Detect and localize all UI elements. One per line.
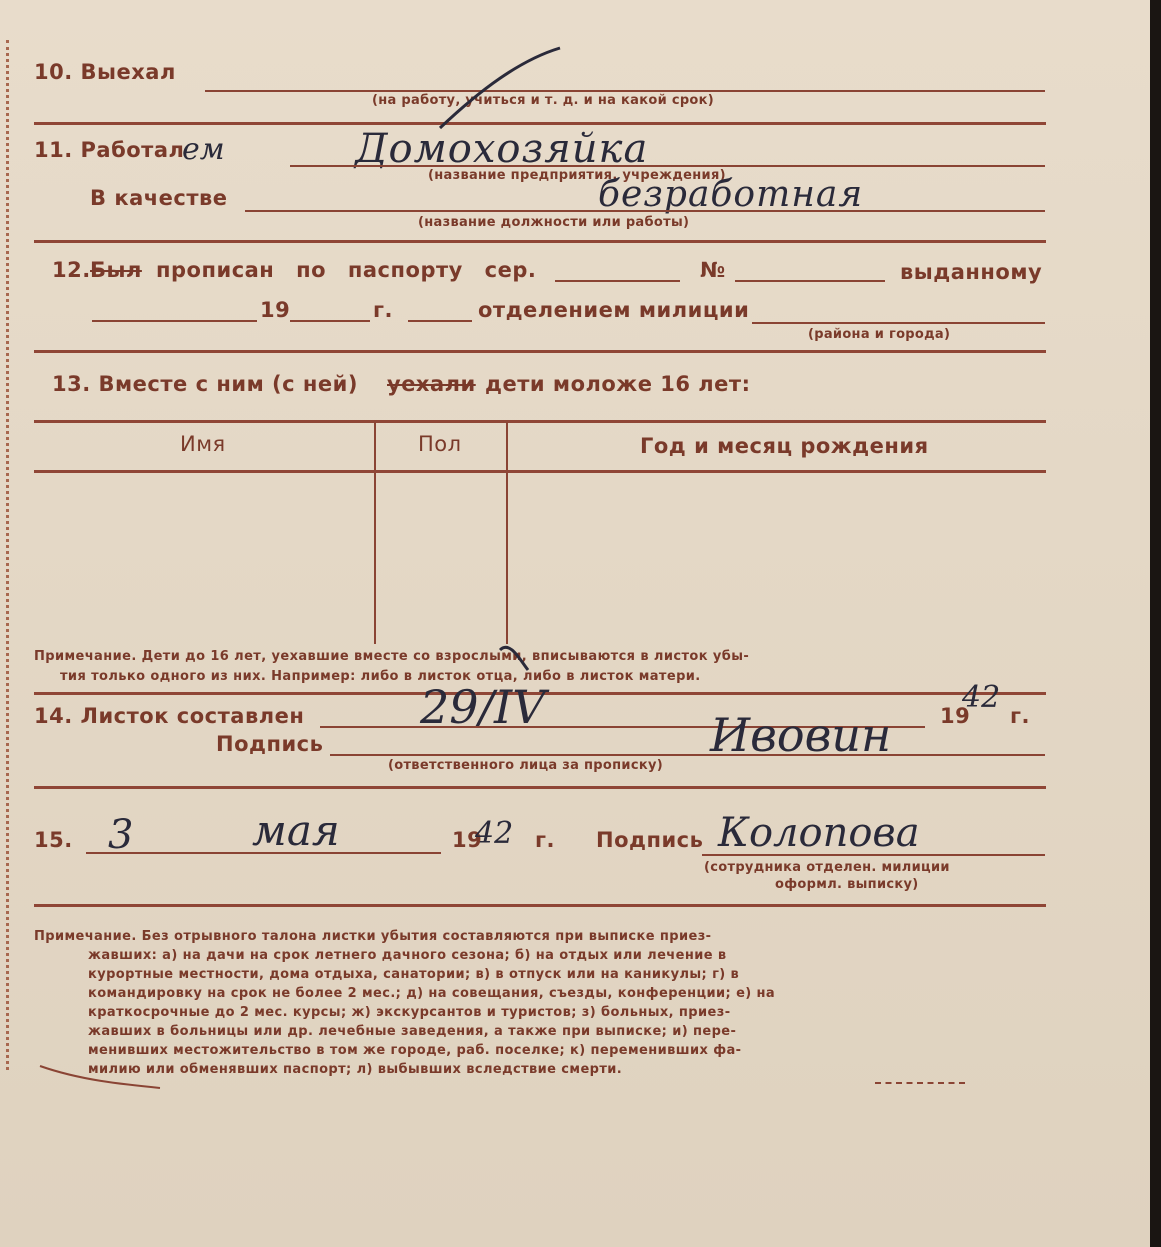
police-label: отделением милиции: [478, 298, 750, 322]
section-divider: [34, 240, 1046, 243]
field10-hint: (на работу, учиться и т. д. и на какой срок): [372, 93, 715, 108]
field15-signature-line: [702, 854, 1045, 856]
col-name: Имя: [180, 432, 226, 456]
note1-line2: тия только одного из них. Например: либо в листок отца, либо в листок матери.: [60, 669, 701, 684]
note2-line3: курортные местности, дома отдыха, санатории; в) в отпуск или на каникулы; г) в: [88, 967, 740, 982]
note2-line7: менивших местожительство в том же городе, раб. поселке; к) переменивших фа-: [88, 1043, 742, 1058]
field11-hint: (название предприятия, учреждения): [428, 168, 726, 183]
children-table-header-line: [34, 470, 1046, 473]
field15-hint2: оформл. выписку): [775, 877, 919, 892]
field14-hint: (ответственного лица за прописку): [388, 758, 663, 773]
field14-label: 14. Листок составлен: [34, 704, 305, 728]
children-table-divider: [374, 422, 376, 644]
field10-crossout-stroke: [440, 48, 560, 128]
field11-label: 11. Работал: [34, 138, 185, 162]
perforation-edge: [6, 40, 9, 1070]
field14-signature: Ивовин: [710, 708, 892, 762]
field13-struck: уехали: [387, 372, 476, 396]
issue-year-line: [290, 320, 370, 322]
number-sign: №: [700, 258, 726, 282]
section-divider: [34, 122, 1046, 125]
passport-series-line: [555, 280, 680, 282]
children-table-top: [34, 420, 1046, 423]
note2-line4: командировку на срок не более 2 мес.; д) на совещания, съезды, конференции; е) на: [88, 986, 776, 1001]
field12-struck: Был: [90, 258, 142, 282]
field12-year-suffix: г.: [373, 298, 393, 322]
field15-date-line: [86, 852, 441, 854]
field12-number: 12.: [52, 258, 91, 282]
police-line: [752, 322, 1045, 324]
field14-year: 42: [962, 680, 1001, 715]
field12-label: прописан по паспорту сер.: [156, 258, 537, 282]
field13-prefix: 13. Вместе с ним (с ней): [52, 372, 358, 396]
field15-signature: Колопова: [718, 810, 920, 856]
position-hint: (название должности или работы): [418, 215, 690, 230]
col-birth: Год и месяц рождения: [640, 434, 929, 458]
issued-label: выданному: [900, 260, 1043, 284]
field11-line: [290, 165, 1045, 167]
note2-line8: милию или обменявших паспорт; л) выбывших вследствие смерти.: [88, 1062, 623, 1077]
field15-year-suffix: г.: [535, 828, 555, 852]
field15-number: 15.: [34, 828, 73, 852]
note2-end-line: [875, 1082, 965, 1084]
position-line: [245, 210, 1045, 212]
field11-value: Домохозяйка: [355, 126, 649, 172]
col-sex: Пол: [418, 432, 462, 456]
position-value: безработная: [598, 174, 864, 215]
note2-line1: Примечание. Без отрывного талона листки убытия составляются при выписке приез-: [34, 929, 712, 944]
field13-suffix: дети моложе 16 лет:: [485, 372, 751, 396]
children-table-divider: [506, 422, 508, 644]
field15-year-prefix: 19: [452, 828, 483, 852]
field15-signature-label: Подпись: [596, 828, 704, 852]
field10-label: 10. Выехал: [34, 60, 176, 84]
note2-line6: жавших в больницы или др. лечебные заведения, а также при выписке; и) пере-: [88, 1024, 737, 1039]
field12-hint: (района и города): [808, 327, 951, 342]
note2-line5: краткосрочные до 2 мес. курсы; ж) экскурсантов и туристов; з) больных, приез-: [88, 1005, 731, 1020]
field14-year-suffix: г.: [1010, 704, 1030, 728]
note1-line1: Примечание. Дети до 16 лет, уехавшие вместе со взрослыми, вписываются в листок убы-: [34, 649, 750, 664]
field14-signature-label: Подпись: [216, 732, 324, 756]
position-label: В качестве: [90, 186, 228, 210]
section-divider: [34, 904, 1046, 907]
issue-misc-line: [408, 320, 472, 322]
field11-label-suffix: ем: [182, 132, 225, 167]
issue-date-line: [92, 320, 257, 322]
section-divider: [34, 350, 1046, 353]
field14-signature-line: [330, 754, 1045, 756]
passport-number-line: [735, 280, 885, 282]
field15-day: 3: [108, 812, 134, 858]
field10-line: [205, 90, 1045, 92]
note2-line2: жавших: а) на дачи на срок летнего дачного сезона; б) на отдых или лечение в: [88, 948, 727, 963]
section-divider: [34, 786, 1046, 789]
field14-date: 29/IV: [420, 680, 546, 734]
field14-year-prefix: 19: [940, 704, 971, 728]
field15-year: 42: [475, 816, 514, 851]
field12-year-prefix: 19: [260, 298, 291, 322]
field15-month: мая: [252, 806, 340, 855]
field15-hint1: (сотрудника отделен. милиции: [704, 860, 950, 875]
